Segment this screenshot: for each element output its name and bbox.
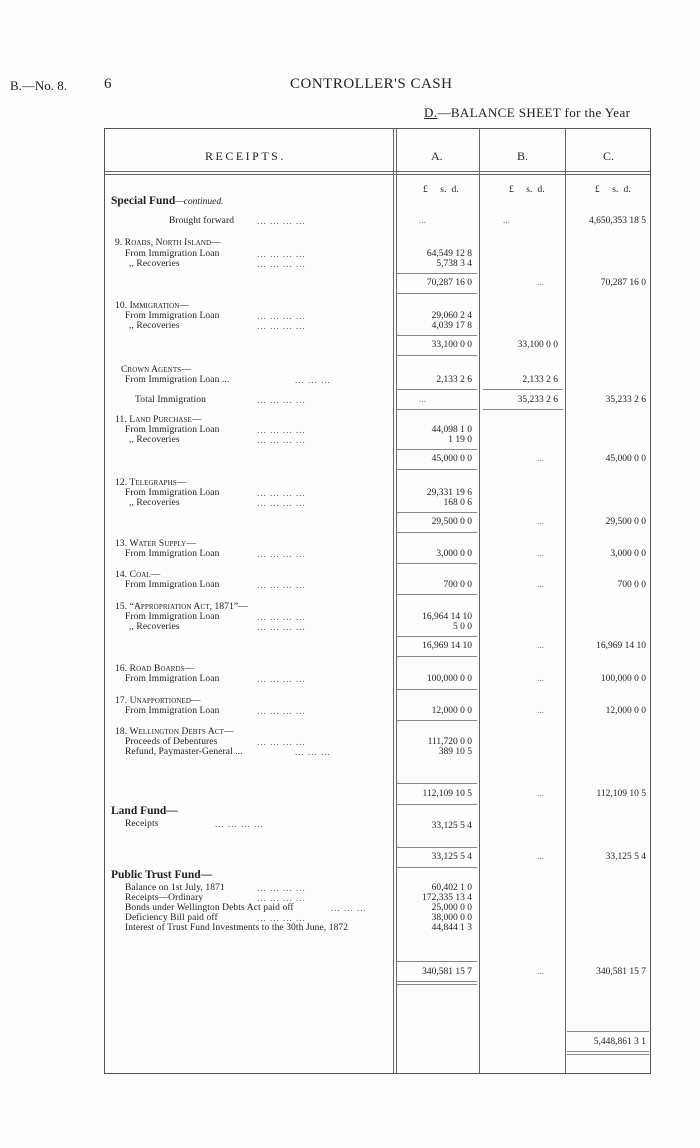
- rule: [397, 961, 477, 962]
- s14-b1: ...: [536, 580, 544, 590]
- s10-ta: 33,100 0 0: [431, 340, 472, 350]
- rule: [567, 1031, 649, 1032]
- crown-head: Crown Agents—: [121, 365, 191, 375]
- leader-dots: ... ... ... ...: [257, 216, 306, 226]
- s14-head: 14. Coal—: [115, 570, 161, 580]
- total-imm-b: 35,233 2 6: [517, 395, 558, 405]
- s11-a1: 44,098 1 0: [431, 425, 472, 435]
- leader-dots: ... ... ... ...: [257, 893, 306, 903]
- rule: [397, 804, 477, 805]
- brought-forward-label: Brought forward: [169, 216, 235, 226]
- col-a-heading: A.: [431, 149, 443, 163]
- rule: [397, 355, 477, 356]
- rule: [397, 636, 477, 637]
- rule: [397, 563, 477, 564]
- rule: [397, 449, 477, 450]
- leader-dots: ... ... ...: [295, 747, 331, 757]
- s13-l1: From Immigration Loan: [125, 549, 220, 559]
- s15-l2: ,, Recoveries: [129, 622, 180, 632]
- rule: [397, 847, 477, 848]
- s17-a1: 12,000 0 0: [431, 706, 472, 716]
- s12-l1: From Immigration Loan: [125, 488, 220, 498]
- land-tb: ...: [536, 852, 544, 862]
- trust-l3: Bonds under Wellington Debts Act paid off: [125, 903, 294, 913]
- s15-tb: ...: [536, 641, 544, 651]
- col-divider-a: [393, 129, 397, 1073]
- s11-l2: ,, Recoveries: [129, 435, 180, 445]
- s13-head: 13. Water Supply—: [115, 539, 196, 549]
- grand-total: 5,448,861 3 1: [593, 1037, 646, 1047]
- rule: [397, 594, 477, 595]
- document-ref: B.—No. 8.: [10, 78, 68, 93]
- total-imm-a: ...: [418, 395, 426, 405]
- leader-dots: ... ... ... ...: [257, 737, 306, 747]
- subtitle-text: —BALANCE SHEET for the Year: [437, 105, 631, 120]
- leader-dots: ... ... ... ...: [257, 249, 306, 259]
- s16-b1: ...: [536, 674, 544, 684]
- crown-b1: 2,133 2 6: [522, 375, 558, 385]
- rule: [397, 512, 477, 513]
- trust-a4: 38,000 0 0: [431, 913, 472, 923]
- s9-tc: 70,287 16 0: [600, 278, 646, 288]
- rule: [397, 867, 477, 868]
- leader-dots: ... ... ... ...: [257, 706, 306, 716]
- total-imm-c: 35,233 2 6: [605, 395, 646, 405]
- land-fund-title: Land Fund—: [111, 805, 178, 817]
- sheet-subtitle: [424, 105, 630, 121]
- s12-a2: 168 0 6: [443, 498, 472, 508]
- trust-ta: 340,581 15 7: [422, 967, 472, 977]
- bf-c: 4,650,353 18 5: [589, 216, 646, 226]
- s13-b1: ...: [536, 549, 544, 559]
- leader-dots: ... ... ... ...: [257, 580, 306, 590]
- rule: [397, 720, 477, 721]
- rule: [397, 293, 477, 294]
- leader-dots: ... ... ... ...: [257, 913, 306, 923]
- special-fund-title: Special Fund—continued.: [111, 195, 224, 207]
- leader-dots: ... ... ... ...: [257, 498, 306, 508]
- land-tc: 33,125 5 4: [605, 852, 646, 862]
- col-divider-b: [479, 129, 480, 1073]
- rule: [567, 1051, 649, 1055]
- s11-ta: 45,000 0 0: [431, 454, 472, 464]
- trust-tc: 340,581 15 7: [596, 967, 646, 977]
- receipts-heading: RECEIPTS.: [205, 149, 286, 163]
- s18-l1: Proceeds of Debentures: [125, 737, 218, 747]
- s18-a1: 111,720 0 0: [427, 737, 472, 747]
- s12-l2: ,, Recoveries: [129, 498, 180, 508]
- s14-a1: 700 0 0: [443, 580, 472, 590]
- leader-dots: ... ... ... ...: [257, 488, 306, 498]
- trust-l5: Interest of Trust Fund Investments to the 30th June, 1872: [125, 923, 349, 933]
- bf-b: ...: [502, 216, 510, 226]
- rule: [397, 469, 477, 470]
- s11-tc: 45,000 0 0: [605, 454, 646, 464]
- rule: [483, 389, 563, 390]
- s15-head: 15. “Appropriation Act, 1871”—: [115, 602, 248, 612]
- rule: [397, 532, 477, 533]
- s15-ta: 16,969 14 10: [422, 641, 472, 651]
- s12-tc: 29,500 0 0: [605, 517, 646, 527]
- s15-a1: 16,964 14 10: [422, 612, 472, 622]
- rule: [397, 981, 477, 985]
- crown-l1: From Immigration Loan ...: [125, 375, 230, 385]
- s18-ta: 112,109 10 5: [422, 789, 472, 799]
- s12-ta: 29,500 0 0: [431, 517, 472, 527]
- units-c: £ s. d.: [595, 185, 631, 195]
- s17-head: 17. Unapportioned—: [115, 696, 201, 706]
- bf-a: ...: [418, 216, 426, 226]
- leader-dots: ... ... ... ...: [257, 425, 306, 435]
- s16-l1: From Immigration Loan: [125, 674, 220, 684]
- trust-l4: Deficiency Bill paid off: [125, 913, 218, 923]
- s18-head: 18. Wellington Debts Act—: [115, 727, 234, 737]
- trust-l2: Receipts—Ordinary: [125, 893, 204, 903]
- s9-head: 9. Roads, North Island—: [115, 238, 221, 248]
- page-number: 6: [104, 76, 112, 92]
- s15-a2: 5 0 0: [453, 622, 472, 632]
- s9-a1: 64,549 12 8: [426, 249, 472, 259]
- s14-c1: 700 0 0: [617, 580, 646, 590]
- page-title: CONTROLLER'S CASH: [290, 76, 453, 92]
- s9-tb: ...: [536, 278, 544, 288]
- trust-a3: 25,000 0 0: [431, 903, 472, 913]
- s12-head: 12. Telegraphs—: [115, 478, 187, 488]
- s10-a2: 4,039 17 8: [431, 321, 472, 331]
- header-rule: [105, 171, 650, 172]
- trust-a2: 172,335 13 4: [422, 893, 472, 903]
- rule: [397, 389, 477, 390]
- s10-head: 10. Immigration—: [115, 301, 190, 311]
- s10-tb: 33,100 0 0: [517, 340, 558, 350]
- leader-dots: ... ... ... ...: [257, 612, 306, 622]
- s13-c1: 3,000 0 0: [610, 549, 646, 559]
- units-b: £ s. d.: [509, 185, 545, 195]
- s16-a1: 100,000 0 0: [426, 674, 472, 684]
- rule: [397, 783, 477, 784]
- s18-a2: 389 10 5: [438, 747, 472, 757]
- col-b-heading: B.: [517, 149, 529, 163]
- crown-a1: 2,133 2 6: [436, 375, 472, 385]
- s12-tb: ...: [536, 517, 544, 527]
- s12-a1: 29,331 19 6: [426, 488, 472, 498]
- leader-dots: ... ... ...: [295, 375, 331, 385]
- leader-dots: ... ... ... ...: [257, 311, 306, 321]
- s13-a1: 3,000 0 0: [436, 549, 472, 559]
- col-divider-c: [565, 129, 566, 1073]
- s17-c1: 12,000 0 0: [605, 706, 646, 716]
- rule: [483, 409, 563, 410]
- s18-tc: 112,109 10 5: [596, 789, 646, 799]
- land-a1: 33,125 5 4: [431, 821, 472, 831]
- trust-a1: 60,402 1 0: [431, 883, 472, 893]
- trust-fund-title: Public Trust Fund—: [111, 869, 213, 881]
- s10-l2: ,, Recoveries: [129, 321, 180, 331]
- units-a: £ s. d.: [423, 185, 459, 195]
- balance-table: [104, 128, 651, 1074]
- s11-a2: 1 19 0: [448, 435, 472, 445]
- header-rule-2: [105, 174, 650, 175]
- leader-dots: ... ... ... ...: [257, 435, 306, 445]
- rule: [397, 335, 477, 336]
- leader-dots: ... ... ... ...: [257, 395, 306, 405]
- s11-head: 11. Land Purchase—: [115, 415, 202, 425]
- s11-l1: From Immigration Loan: [125, 425, 220, 435]
- s9-ta: 70,287 16 0: [426, 278, 472, 288]
- s18-tb: ...: [536, 789, 544, 799]
- s16-c1: 100,000 0 0: [600, 674, 646, 684]
- s11-tb: ...: [536, 454, 544, 464]
- col-c-heading: C.: [603, 149, 615, 163]
- s9-a2: 5,738 3 4: [436, 259, 472, 269]
- leader-dots: ... ... ...: [331, 903, 367, 913]
- s15-l1: From Immigration Loan: [125, 612, 220, 622]
- rule: [397, 656, 477, 657]
- s9-l1: From Immigration Loan: [125, 249, 220, 259]
- leader-dots: ... ... ... ...: [257, 622, 306, 632]
- s17-l1: From Immigration Loan: [125, 706, 220, 716]
- s14-l1: From Immigration Loan: [125, 580, 220, 590]
- total-imm-label: Total Immigration: [135, 395, 206, 405]
- trust-l1: Balance on 1st July, 1871: [125, 883, 225, 893]
- s15-tc: 16,969 14 10: [596, 641, 646, 651]
- s17-b1: ...: [536, 706, 544, 716]
- land-l1: Receipts: [125, 819, 159, 829]
- trust-a5: 44,844 1 3: [431, 923, 472, 933]
- trust-tb: ...: [536, 967, 544, 977]
- leader-dots: ... ... ... ...: [257, 321, 306, 331]
- s16-head: 16. Road Boards—: [115, 664, 195, 674]
- land-ta: 33,125 5 4: [431, 852, 472, 862]
- leader-dots: ... ... ... ...: [257, 549, 306, 559]
- leader-dots: ... ... ... ...: [257, 883, 306, 893]
- s10-a1: 29,060 2 4: [431, 311, 472, 321]
- leader-dots: ... ... ... ...: [257, 259, 306, 269]
- rule: [397, 409, 477, 410]
- s10-l1: From Immigration Loan: [125, 311, 220, 321]
- rule: [397, 273, 477, 274]
- s9-l2: ,, Recoveries: [129, 259, 180, 269]
- s18-l2: Refund, Paymaster-General ...: [125, 747, 243, 757]
- subtitle-prefix: D.: [424, 105, 438, 120]
- rule: [397, 689, 477, 690]
- leader-dots: ... ... ... ...: [215, 819, 264, 829]
- leader-dots: ... ... ... ...: [257, 674, 306, 684]
